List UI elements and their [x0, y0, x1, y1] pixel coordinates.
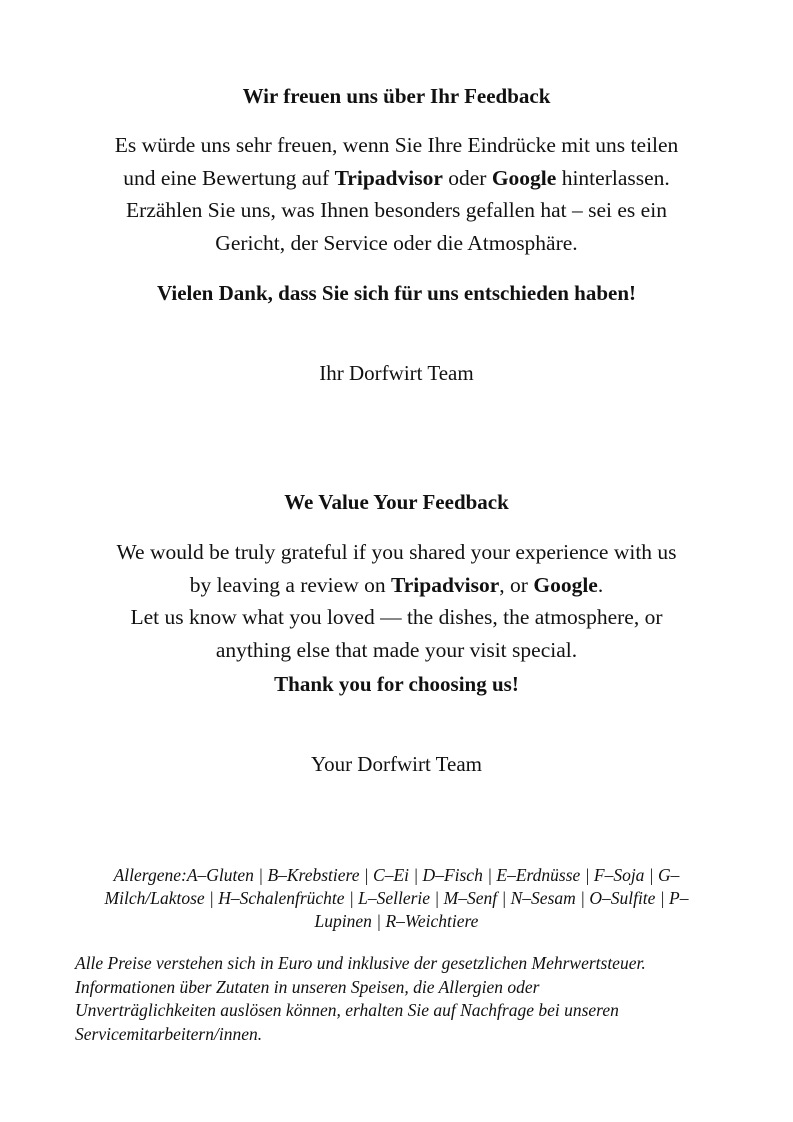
tripadvisor-brand: Tripadvisor: [390, 572, 500, 597]
price-note-line-2: Informationen über Zutaten in unseren Speisen, die Allergien oder: [75, 976, 540, 997]
price-note-line-1: Alle Preise verstehen sich in Euro und inklusive der gesetzlichen Mehrwertsteuer.: [75, 953, 646, 973]
english-heading: We Value Your Feedback: [284, 490, 509, 514]
price-note-line-4: Servicemitarbeitern/innen.: [75, 1023, 263, 1044]
english-line-4: anything else that made your visit special.: [215, 637, 578, 662]
english-signature: Your Dorfwirt Team: [311, 752, 482, 776]
tripadvisor-brand: Tripadvisor: [334, 165, 443, 190]
english-body: [0, 536, 793, 666]
google-brand: Google: [491, 165, 557, 190]
english-line-2: by leaving a review on Tripadvisor, or Google.: [189, 572, 604, 597]
english-line-1: We would be truly grateful if you shared your experience with us: [116, 540, 677, 564]
german-body: [0, 129, 793, 259]
allergen-line-1: Allergene:A–Gluten | B–Krebstiere | C–Ei | D–Fisch | E–Erdnüsse | F–Soja | G–: [113, 865, 680, 885]
german-line-2: und eine Bewertung auf Tripadvisor oder Google hinterlassen.: [123, 165, 670, 190]
google-brand: Google: [533, 572, 598, 597]
german-signature: Ihr Dorfwirt Team: [319, 361, 474, 385]
english-line-3: Let us know what you loved — the dishes, the atmosphere, or: [130, 605, 663, 629]
german-closing: Vielen Dank, dass Sie sich für uns entschieden haben!: [156, 281, 636, 305]
english-closing: Thank you for choosing us!: [274, 672, 519, 696]
price-note-line-3: Unverträglichkeiten auslösen können, erhalten Sie auf Nachfrage bei unseren: [75, 1000, 619, 1020]
allergen-line-2: Milch/Laktose | H–Schalenfrüchte | L–Sellerie | M–Senf | N–Sesam | O–Sulfite | P–: [104, 888, 689, 908]
allergen-line-3: Lupinen | R–Weichtiere: [314, 911, 479, 931]
price-note: [75, 952, 725, 1046]
german-line-4: Gericht, der Service oder die Atmosphäre.: [215, 230, 578, 255]
allergen-legend: [70, 864, 723, 933]
german-line-3: Erzählen Sie uns, was Ihnen besonders gefallen hat – sei es ein: [126, 198, 667, 222]
german-line-1: Es würde uns sehr freuen, wenn Sie Ihre Eindrücke mit uns teilen: [114, 133, 679, 157]
german-heading: Wir freuen uns über Ihr Feedback: [242, 84, 551, 108]
